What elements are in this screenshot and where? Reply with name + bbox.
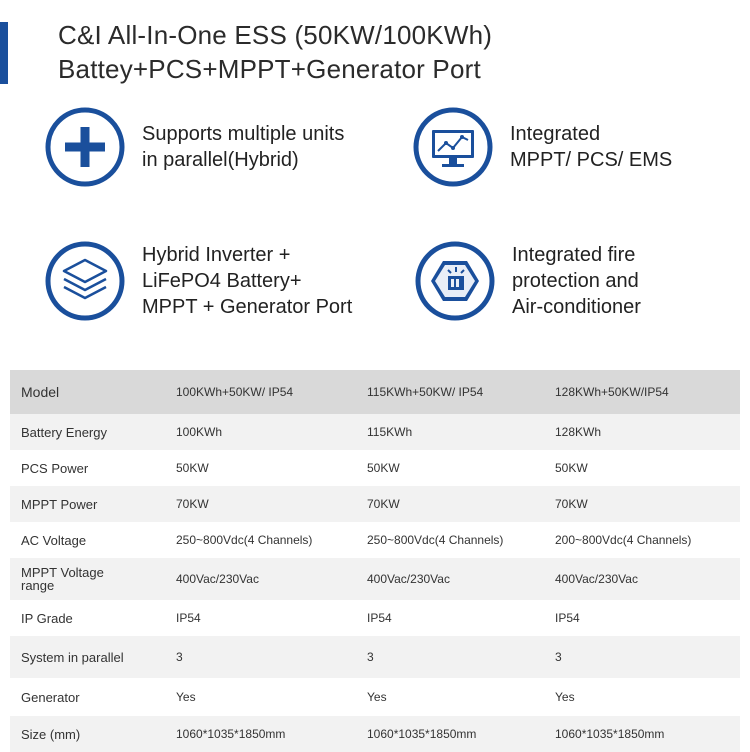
table-row (10, 636, 740, 678)
feature-line: Hybrid Inverter + (142, 244, 291, 266)
table-cell: 400Vac/230Vac (367, 572, 450, 586)
monitor-chart-icon (412, 106, 494, 188)
feature-parallel-units (44, 106, 344, 188)
feature-line: LiFePO4 Battery+ (142, 270, 302, 292)
table-cell: 70KW (176, 497, 209, 511)
table-cell: Yes (367, 690, 387, 704)
title-line-1: C&I All-In-One ESS (50KW/100KWh) (58, 20, 493, 50)
table-row (10, 678, 740, 716)
table-cell: IP54 (555, 611, 580, 625)
title-line-2: Battey+PCS+MPPT+Generator Port (58, 54, 481, 84)
feature-line: protection and (512, 270, 639, 292)
row-label: System in parallel (21, 649, 124, 665)
feature-text (512, 242, 641, 320)
table-row (10, 600, 740, 636)
table-cell: 1060*1035*1850mm (176, 727, 286, 741)
row-label: MPPT Power (21, 496, 98, 512)
table-row (10, 522, 740, 558)
table-cell: 400Vac/230Vac (555, 572, 638, 586)
layers-icon (44, 240, 126, 322)
row-label: Size (mm) (21, 726, 81, 742)
feature-line: Integrated (510, 123, 601, 145)
table-cell: 250~800Vdc(4 Channels) (176, 533, 313, 547)
table-cell: 100KWh (176, 425, 223, 439)
feature-line: MPPT + Generator Port (142, 296, 353, 318)
table-cell: 50KW (176, 461, 209, 475)
table-cell: 400Vac/230Vac (176, 572, 259, 586)
row-label: AC Voltage (21, 532, 87, 548)
accent-bar (0, 22, 8, 84)
table-header-cell: 128KWh+50KW/IP54 (555, 385, 669, 399)
feature-line: Supports multiple units (142, 123, 345, 145)
table-cell: 1060*1035*1850mm (555, 727, 665, 741)
feature-fire-protection (414, 240, 641, 322)
table-row (10, 558, 740, 600)
table-cell: 50KW (555, 461, 588, 475)
feature-hybrid-inverter (44, 240, 352, 322)
feature-line: in parallel(Hybrid) (142, 149, 299, 171)
row-label-line: MPPT Voltage (21, 565, 104, 580)
row-label: Battery Energy (21, 424, 107, 440)
table-header-row (10, 370, 740, 414)
table-cell: 70KW (367, 497, 400, 511)
table-header-cell: 100KWh+50KW/ IP54 (176, 385, 294, 399)
table-cell: 115KWh (367, 425, 413, 439)
row-label: Generator (21, 689, 80, 705)
table-row (10, 716, 740, 752)
table-cell: 250~800Vdc(4 Channels) (367, 533, 504, 547)
table-cell: 128KWh (555, 425, 602, 439)
table-cell: Yes (555, 690, 575, 704)
table-cell: 3 (367, 650, 374, 664)
table-cell: IP54 (367, 611, 392, 625)
table-cell: 3 (176, 650, 183, 664)
feature-line: Integrated fire (512, 244, 636, 266)
feature-line: MPPT/ PCS/ EMS (510, 149, 673, 171)
table-cell: 1060*1035*1850mm (367, 727, 477, 741)
table-cell: Yes (176, 690, 196, 704)
table-cell: 3 (555, 650, 562, 664)
table-cell: 200~800Vdc(4 Channels) (555, 533, 692, 547)
spec-table (10, 370, 740, 752)
table-row (10, 486, 740, 522)
table-row (10, 414, 740, 450)
feature-text (142, 242, 352, 320)
feature-line: Air-conditioner (512, 296, 641, 318)
feature-text (510, 121, 672, 173)
feature-text (142, 121, 344, 173)
row-label: PCS Power (21, 460, 89, 476)
row-label: IP Grade (21, 610, 73, 626)
feature-integrated-mppt (412, 106, 672, 188)
table-row (10, 450, 740, 486)
table-cell: IP54 (176, 611, 201, 625)
table-cell: 70KW (555, 497, 588, 511)
table-header-cell: 115KWh+50KW/ IP54 (367, 385, 484, 399)
table-header-label: Model (21, 384, 60, 400)
table-cell: 50KW (367, 461, 400, 475)
row-label-line: range (21, 578, 55, 593)
page-title (58, 18, 492, 86)
row-label (10, 558, 165, 600)
fire-protection-icon (414, 240, 496, 322)
plus-icon (44, 106, 126, 188)
